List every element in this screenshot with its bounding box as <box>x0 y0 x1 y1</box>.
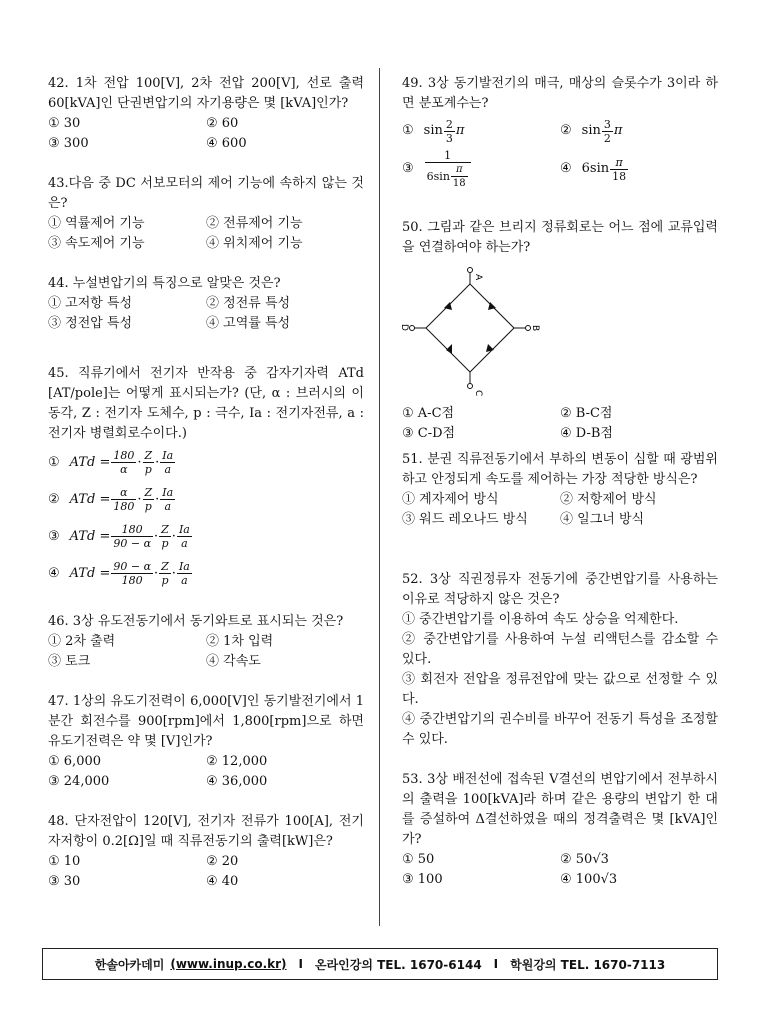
question-stem: 44. 누설변압기의 특징으로 알맞은 것은? <box>48 276 281 291</box>
brand-name: 한솔아카데미 <box>94 957 165 972</box>
option-2[interactable]: ② ATd = $\frac{\alpha}{180}$ · $\frac{Z}{p}$ · $\frac{Ia}{a}$ <box>48 486 174 513</box>
option-label: ① <box>48 454 60 470</box>
option-4[interactable]: ④ 중간변압기의 권수비를 바꾸어 전동기 특성을 조정할 수 있다. <box>402 712 718 747</box>
separator: I <box>298 957 303 971</box>
option-3[interactable]: ③ 300 <box>48 136 89 151</box>
question-51 <box>402 450 718 530</box>
option-label: ④ <box>48 565 60 581</box>
option-2[interactable]: ② B-C점 <box>560 406 613 421</box>
option-2[interactable]: ② 1차 입력 <box>206 634 274 649</box>
option-label: ③ <box>48 528 60 544</box>
footer-banner <box>42 948 718 980</box>
option-1[interactable]: ① 50 <box>402 852 435 867</box>
option-1[interactable]: ① 10 <box>48 854 81 869</box>
question-stem: 53. 3상 배전선에 접속된 V결선의 변압기에서 전부하시의 출력을 100[kVA]라 하며 같은 용량의 변압기 한 대를 증설하여 Δ결선하였을 때의 정격출력은 몇 [kVA]인가? <box>402 772 718 847</box>
question-stem: 51. 분권 직류전동기에서 부하의 변동이 심할 때 광범위하고 안정되게 속도를 제어하는 가장 적당한 방식은? <box>402 452 718 487</box>
question-stem: 52. 3상 직권정류자 전동기에 중간변압기를 사용하는 이유로 적당하지 않은 것은? <box>402 572 718 607</box>
question-stem: 45. 직류기에서 전기자 반작용 중 감자기자력 ATd [AT/pole]는 어떻게 표시되는가? (단, α : 브러시의 이동각, Z : 전기자 도체수, p : 극수, Ia : 전기자전류, a : 전기자 병렬회로수이다.) <box>48 366 364 441</box>
option-4[interactable]: ④ 600 <box>206 136 247 151</box>
option-3[interactable]: ③ 100 <box>402 872 443 887</box>
option-4[interactable]: ④ 위치제어 기능 <box>206 236 303 251</box>
online-phone: 온라인강의 TEL. 1670-6144 <box>314 957 482 972</box>
question-46 <box>48 612 364 672</box>
option-4[interactable]: ④ 40 <box>206 874 239 889</box>
question-44 <box>48 274 364 334</box>
question-53 <box>402 770 718 890</box>
option-2[interactable]: ② 50√3 <box>560 852 609 867</box>
option-3[interactable]: ③ 1 6sin $\frac{\pi}{18}$ <box>402 146 560 192</box>
formula-lhs: ATd = <box>69 491 111 507</box>
option-4[interactable]: ④ 100√3 <box>560 872 618 887</box>
website-link[interactable]: (www.inup.co.kr) <box>170 957 287 971</box>
question-stem: 47. 1상의 유도기전력이 6,000[V]인 동기발전기에서 1분간 회전수를 900[rpm]에서 1,800[rpm]으로 하면 유도기전력은 약 몇 [V]인가? <box>48 694 364 749</box>
option-1[interactable]: ① 중간변압기를 이용하여 속도 상승을 억제한다. <box>402 612 679 627</box>
option-2[interactable]: ② 20 <box>206 854 239 869</box>
option-2[interactable]: ② 중간변압기를 사용하여 누설 리액턴스를 감소할 수 있다. <box>402 632 718 667</box>
option-1[interactable]: ① sin $\frac{2}{3}$ π <box>402 117 465 145</box>
question-47 <box>48 692 364 792</box>
option-3[interactable]: ③ 정전압 특성 <box>48 316 133 331</box>
option-3[interactable]: ③ 24,000 <box>48 774 110 789</box>
question-stem: 46. 3상 유도전동기에서 동기와트로 표시되는 것은? <box>48 614 344 629</box>
bridge-rectifier-diagram <box>399 264 542 398</box>
option-4[interactable]: ④ D-B점 <box>560 426 613 441</box>
question-42 <box>48 74 364 154</box>
separator: I <box>493 957 499 971</box>
option-3[interactable]: ③ ATd = $\frac{180}{90 - \alpha}$ · $\frac{Z}{p}$ · $\frac{Ia}{a}$ <box>48 523 190 550</box>
question-49 <box>402 74 718 192</box>
option-2[interactable]: ② 전류제어 기능 <box>206 216 303 231</box>
question-stem: 48. 단자전압이 120[V], 전기자 전류가 100[A], 전기자저항이 0.2[Ω]일 때 직류전동기의 출력[kW]은? <box>48 814 364 849</box>
option-4[interactable]: ④ 각속도 <box>206 654 261 669</box>
node-label-a: A <box>473 274 483 281</box>
academy-phone: 학원강의 TEL. 1670-7113 <box>510 957 666 972</box>
option-3[interactable]: ③ 회전자 전압을 정류전압에 맞는 값으로 선정할 수 있다. <box>402 672 718 707</box>
node-label-d: D <box>399 324 409 331</box>
option-3[interactable]: ③ 토크 <box>48 654 91 669</box>
option-3[interactable]: ③ 워드 레오나드 방식 <box>402 512 528 527</box>
option-2[interactable]: ② 12,000 <box>206 754 268 769</box>
question-50 <box>399 218 718 444</box>
question-stem: 43.다음 중 DC 서보모터의 제어 기능에 속하지 않는 것은? <box>48 176 364 211</box>
question-stem: 42. 1차 전압 100[V], 2차 전압 200[V], 선로 출력 60[kVA]인 단권변압기의 자기용량은 몇 [kVA]인가? <box>48 76 364 111</box>
question-52 <box>402 570 718 750</box>
option-4[interactable]: ④ ATd = $\frac{90 - \alpha}{180}$ · $\frac{Z}{p}$ · $\frac{Ia}{a}$ <box>48 560 190 587</box>
option-label: ② <box>48 491 60 507</box>
node-label-b: B <box>530 325 540 332</box>
column-divider <box>379 68 380 926</box>
question-stem: 50. 그림과 같은 브리지 정류회로는 어느 점에 교류입력을 연결하여야 하는가? <box>402 220 718 255</box>
formula-lhs: ATd = <box>69 454 111 470</box>
question-stem: 49. 3상 동기발전기의 매극, 매상의 슬롯수가 3이라 하면 분포계수는? <box>402 76 718 111</box>
option-2[interactable]: ② sin $\frac{3}{2}$ π <box>560 117 623 145</box>
option-1[interactable]: ① 2차 출력 <box>48 634 116 649</box>
option-3[interactable]: ③ C-D점 <box>402 426 456 441</box>
option-1[interactable]: ① ATd = $\frac{180}{\alpha}$ · $\frac{Z}{p}$ · $\frac{Ia}{a}$ <box>48 449 174 476</box>
question-43 <box>48 174 364 254</box>
node-label-c: C <box>473 390 483 397</box>
option-4[interactable]: ④ 고역률 특성 <box>206 316 291 331</box>
option-4[interactable]: ④ 일그너 방식 <box>560 512 645 527</box>
question-45 <box>48 364 364 592</box>
option-4[interactable]: ④ 6sin $\frac{\pi}{18}$ <box>560 155 627 183</box>
option-2[interactable]: ② 저항제어 방식 <box>560 492 657 507</box>
option-1[interactable]: ① 30 <box>48 116 81 131</box>
option-4[interactable]: ④ 36,000 <box>206 774 268 789</box>
option-1[interactable]: ① A-C점 <box>402 406 455 421</box>
question-48 <box>48 812 364 892</box>
option-2[interactable]: ② 정전류 특성 <box>206 296 291 311</box>
option-1[interactable]: ① 고저항 특성 <box>48 296 133 311</box>
option-3[interactable]: ③ 속도제어 기능 <box>48 236 145 251</box>
option-1[interactable]: ① 6,000 <box>48 754 102 769</box>
option-3[interactable]: ③ 30 <box>48 874 81 889</box>
formula-lhs: ATd = <box>69 528 111 544</box>
option-1[interactable]: ① 계자제어 방식 <box>402 492 499 507</box>
option-2[interactable]: ② 60 <box>206 116 239 131</box>
option-1[interactable]: ① 역률제어 기능 <box>48 216 145 231</box>
formula-lhs: ATd = <box>69 565 111 581</box>
